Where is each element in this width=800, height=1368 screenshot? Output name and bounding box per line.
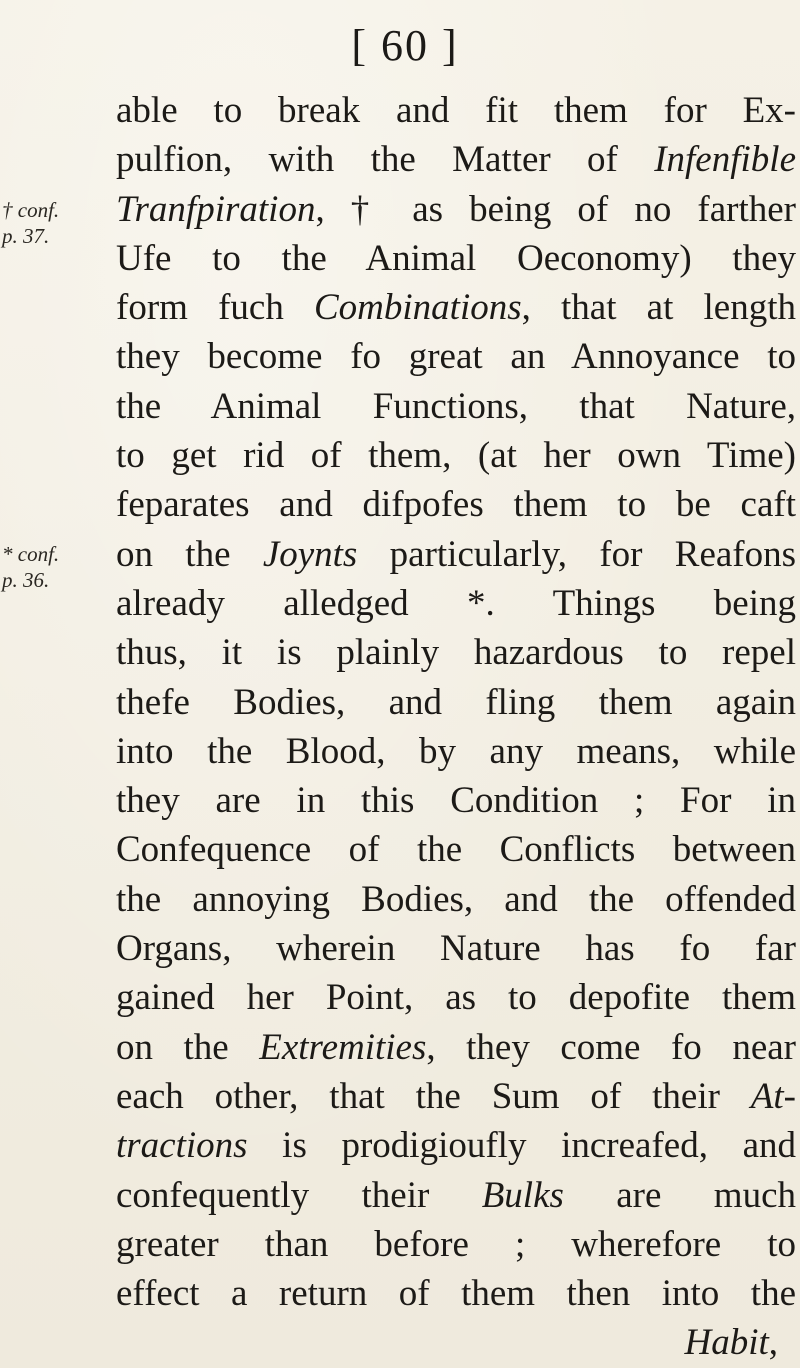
text-line-7: the Animal Functions, that Nature,: [116, 385, 796, 427]
text-line-1: able to break and fit them for Ex-: [116, 90, 796, 131]
text-line-24: greater than before ; wherefore to: [116, 1223, 796, 1265]
text-line-11: already alledged *. Things being: [116, 582, 796, 624]
text-line-2: pulfion, with the Matter of Infenfible: [116, 139, 796, 181]
text-line-5: form fuch Combinations, that at length: [116, 287, 797, 329]
margin-note-1: [2, 197, 59, 249]
text-line-4: Ufe to the Animal Oeconomy) they: [116, 237, 796, 279]
text-line-9: feparates and difpofes them to be caft: [116, 484, 796, 526]
text-line-8: to get rid of them, (at her own Time): [116, 435, 796, 477]
text-line-17: the annoying Bodies, and the offended: [116, 878, 796, 920]
margin-note-1-line-1: † conf.: [2, 198, 60, 222]
text-line-6: they become fo great an Annoyance to: [116, 336, 796, 378]
text-line-25: effect a return of them then into the: [116, 1273, 796, 1315]
text-line-20: on the Extremities, they come fo near: [116, 1026, 796, 1068]
text-line-23: confequently their Bulks are much: [116, 1174, 796, 1216]
text-line-15: they are in this Condition ; For in: [116, 780, 796, 822]
text-line-21: each other, that the Sum of their At-: [116, 1075, 796, 1117]
text-line-16: Confequence of the Conflicts between: [116, 829, 796, 871]
page-number: [ 60 ]: [351, 21, 459, 70]
text-line-22: tractions is prodigioufly increafed, and: [116, 1125, 796, 1167]
body-text: [116, 86, 796, 1368]
margin-note-1-line-2: p. 37.: [2, 224, 50, 248]
text-line-3: Tranfpiration, † as being of no farther: [116, 188, 796, 230]
margin-note-2-line-1: * conf.: [2, 542, 60, 566]
text-line-13: thefe Bodies, and fling them again: [116, 681, 796, 723]
catchword: Habit,: [684, 1322, 778, 1364]
text-line-12: thus, it is plainly hazardous to repel: [116, 632, 796, 674]
text-line-18: Organs, wherein Nature has fo far: [116, 928, 796, 970]
margin-note-2-line-2: p. 36.: [2, 568, 50, 592]
text-line-19: gained her Point, as to depofite them: [116, 977, 796, 1019]
text-line-14: into the Blood, by any means, while: [116, 730, 796, 772]
margin-note-2: [2, 541, 59, 593]
text-line-10: on the Joynts particularly, for Reafons: [116, 533, 797, 575]
